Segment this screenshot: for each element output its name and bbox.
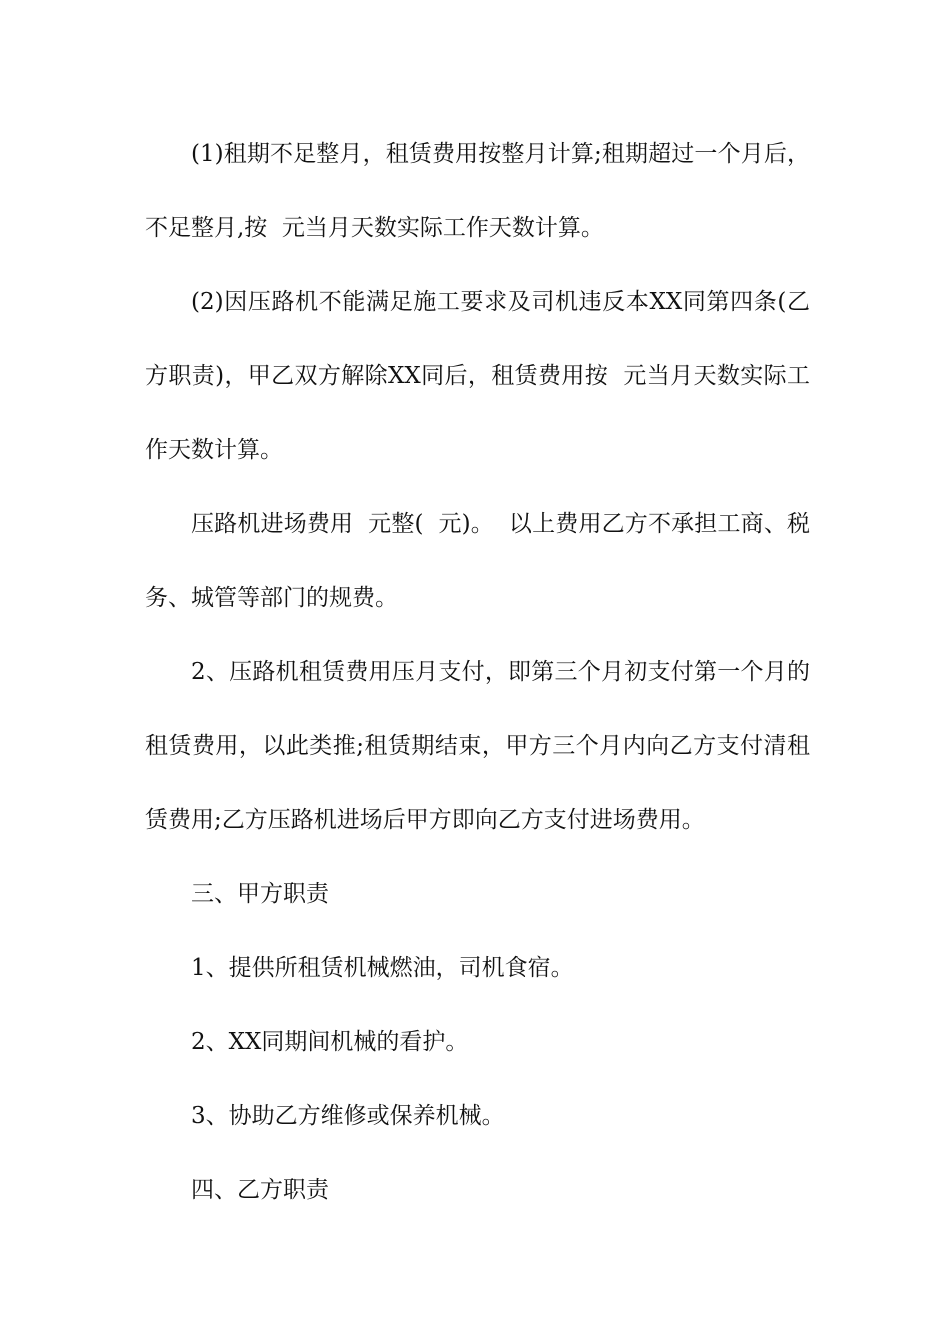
paragraph-rent-less-than-month: (1)租期不足整月，租赁费用按整月计算;租期超过一个月后，不足整月,按 元当月天数实际工作天数计算。 [145, 141, 810, 241]
paragraph-contract-termination: (2)因压路机不能满足施工要求及司机违反本XX同第四条(乙方职责)，甲乙双方解除XX同后，租赁费用按 元当月天数实际工作天数计算。 [145, 289, 810, 463]
list-item-party-a-3: 3、协助乙方维修或保养机械。 [191, 1103, 505, 1129]
paragraph-payment-terms: 2、压路机租赁费用压月支付，即第三个月初支付第一个月的租赁费用，以此类推;租赁期结束，甲方三个月内向乙方支付清租赁费用;乙方压路机进场后甲方即向乙方支付进场费用。 [145, 659, 810, 833]
heading-party-b-duties: 四、乙方职责 [191, 1177, 329, 1203]
heading-party-a-duties: 三、甲方职责 [191, 881, 329, 907]
list-item-party-a-2: 2、XX同期间机械的看护。 [191, 1029, 469, 1055]
document-body [145, 117, 810, 1227]
paragraph-entry-fee: 压路机进场费用 元整( 元)。 以上费用乙方不承担工商、税务、城管等部门的规费。 [145, 511, 810, 611]
list-item-party-a-1: 1、提供所租赁机械燃油，司机食宿。 [191, 955, 574, 981]
